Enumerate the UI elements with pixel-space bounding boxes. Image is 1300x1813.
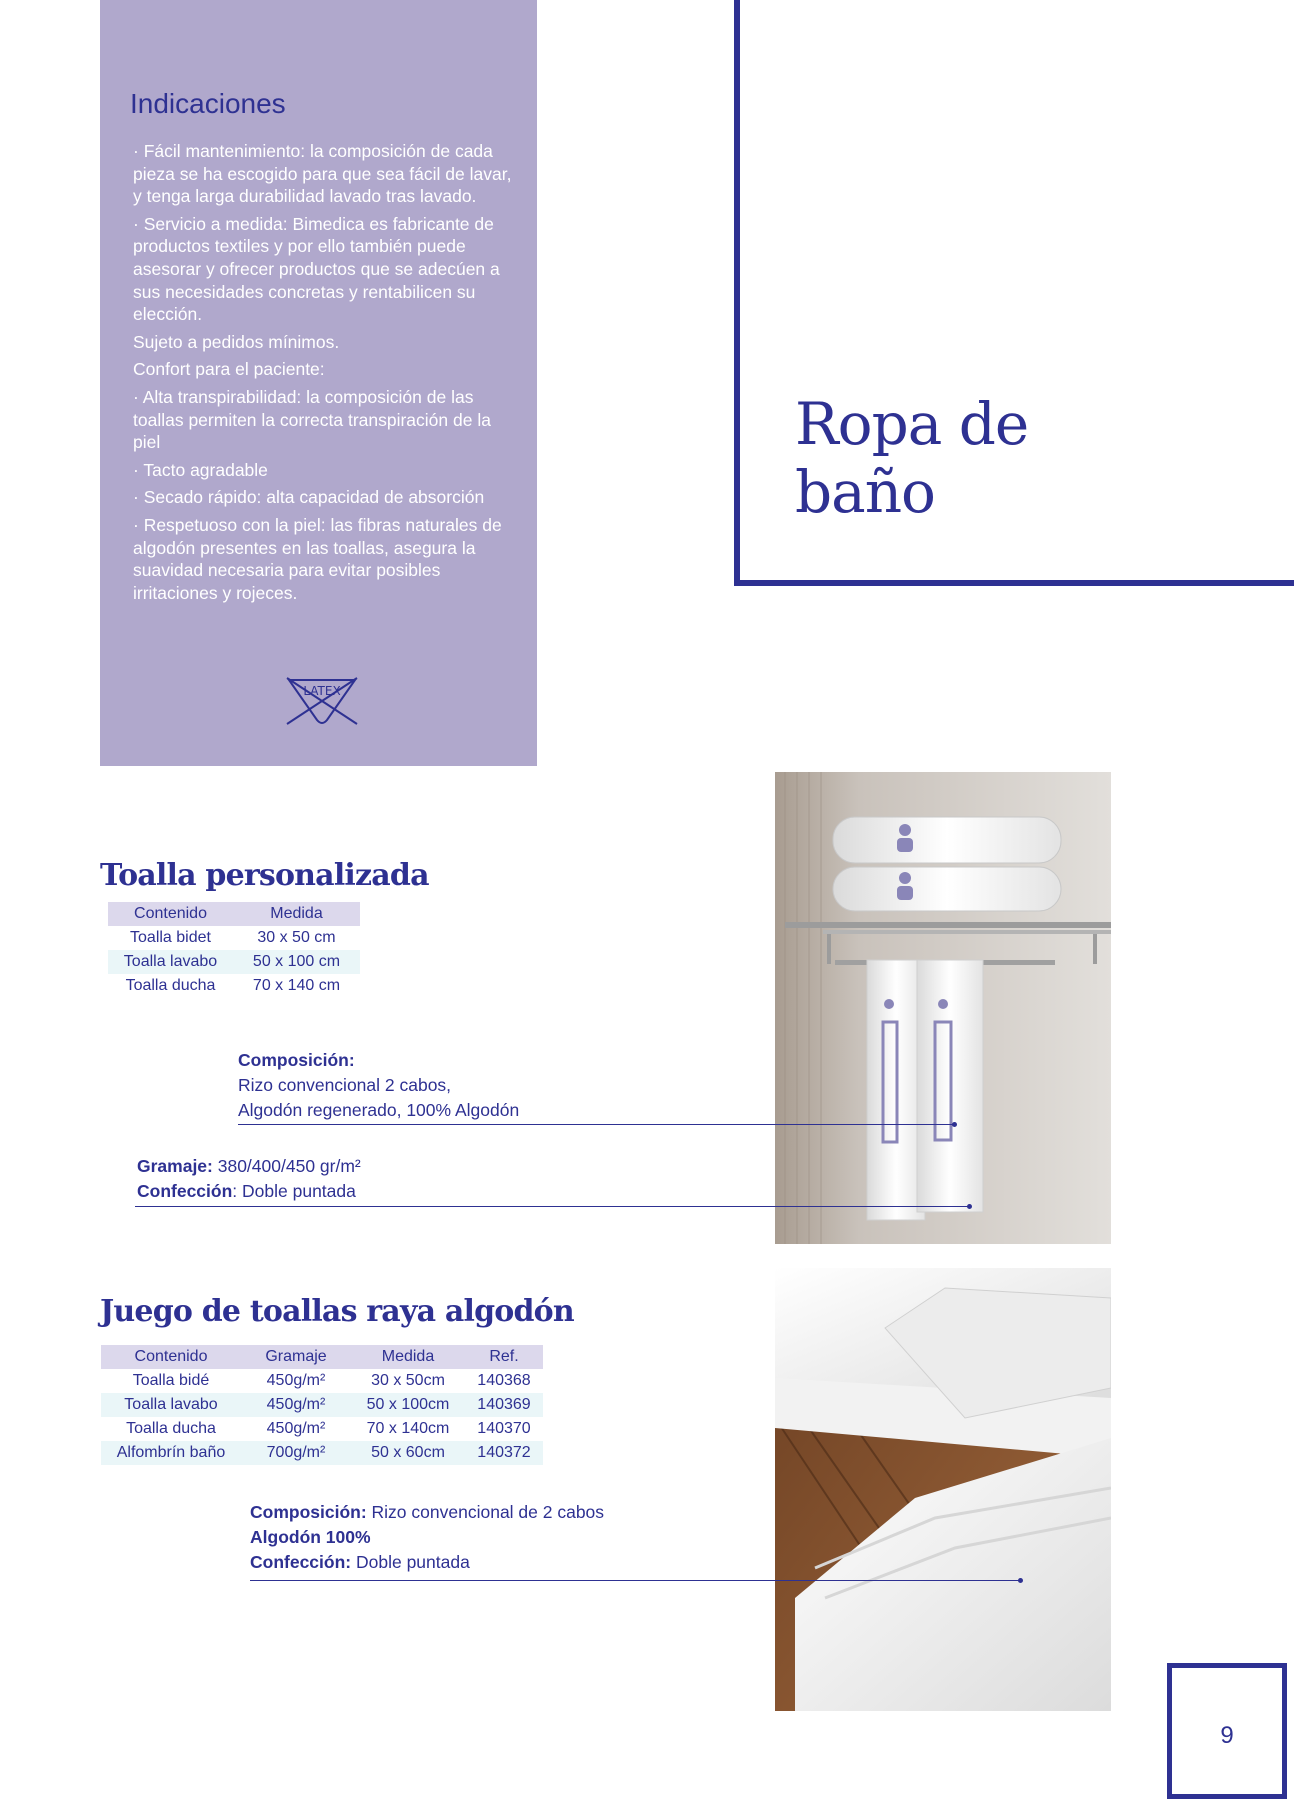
table-cell: 70 x 140 cm (252, 977, 341, 994)
table-header: Medida (351, 1345, 465, 1369)
latex-icon-label: LATEX (303, 684, 341, 698)
composicion-line1: Rizo convencional 2 cabos, (238, 1075, 452, 1095)
table-cell: 450g/m² (241, 1393, 351, 1417)
table-header: Contenido (101, 1345, 241, 1369)
table-cell: 30 x 50 cm (257, 929, 336, 946)
confeccion-value: : Doble puntada (232, 1181, 356, 1201)
confeccion-label: Confección (137, 1181, 233, 1201)
latex-free-icon (283, 674, 361, 728)
section1-gramaje (137, 1154, 361, 1204)
table-cell: 450g/m² (266, 1372, 326, 1389)
leader-line (238, 1124, 954, 1125)
algodon-label: Algodón 100% (250, 1527, 371, 1547)
table-row (101, 1393, 543, 1417)
leader-dot (952, 1122, 957, 1127)
composicion-value: Rizo convencional de 2 cabos (366, 1502, 605, 1522)
table-header: Contenido (108, 902, 233, 926)
leader-dot (1018, 1578, 1023, 1583)
page-title (795, 390, 1095, 526)
table-header: Gramaje (241, 1345, 351, 1369)
leader-line (250, 1580, 1020, 1581)
table-row (108, 974, 360, 998)
composicion-label: Composición: (250, 1502, 367, 1522)
list-item: Confort para el paciente: (133, 359, 325, 380)
table-row (101, 1369, 543, 1393)
table-cell: 50 x 60cm (351, 1441, 465, 1465)
section1-title: Toalla personalizada (100, 858, 429, 893)
list-item: · Fácil mantenimiento: la composición de cada pieza se ha escogido para que sea fácil de lavar, y tenga larga durabilidad lavado tras lavado. (133, 141, 512, 207)
table-row (108, 950, 360, 974)
list-item: · Tacto agradable (133, 459, 268, 480)
composicion-label: Composición: (238, 1050, 355, 1070)
section2-composicion (250, 1500, 604, 1575)
table-row (108, 926, 360, 950)
table-cell: 140368 (477, 1372, 531, 1389)
table-cell: Alfombrín baño (101, 1441, 241, 1465)
gramaje-label: Gramaje: (137, 1156, 213, 1176)
towel-set-photo (775, 1268, 1111, 1711)
towel-rack-photo (775, 772, 1111, 1244)
table-cell: Toalla bidé (132, 1372, 210, 1389)
section2-table (101, 1345, 543, 1465)
table-cell: 50 x 100cm (351, 1393, 465, 1417)
leader-line (135, 1206, 969, 1207)
indicaciones-title: Indicaciones (130, 88, 286, 119)
list-item: · Alta transpirabilidad: la composición de las toallas permiten la correcta transpiración de la piel (133, 386, 491, 453)
table-cell: Toalla bidet (130, 929, 211, 946)
table-header: Medida (233, 902, 360, 926)
table-header: Ref. (465, 1345, 543, 1369)
table-cell: 140369 (465, 1393, 543, 1417)
indicaciones-list (133, 140, 513, 609)
table-cell: 50 x 100 cm (233, 950, 360, 974)
list-item: · Respetuoso con la piel: las fibras naturales de algodón presentes en las toallas, asegura la suavidad necesaria para evitar posibles irritaciones y rojeces. (133, 514, 502, 603)
list-item: · Servicio a medida: Bimedica es fabricante de productos textiles y por ello también puede asesorar y ofrecer productos que se adecúen a sus necesidades concretas y rentabilicen su elección. (133, 213, 500, 325)
composicion-line2: Algodón regenerado, 100% Algodón (238, 1100, 520, 1120)
confeccion-value: Doble puntada (351, 1552, 470, 1572)
section1-table (108, 902, 360, 998)
page-number-box (1167, 1663, 1287, 1799)
table-cell: Toalla lavabo (108, 950, 233, 974)
list-item: Sujeto a pedidos mínimos. (133, 331, 340, 352)
table-cell: Toalla lavabo (101, 1393, 241, 1417)
gramaje-value: 380/400/450 gr/m² (212, 1156, 361, 1176)
table-cell: 140372 (465, 1441, 543, 1465)
section1-composicion (238, 1048, 519, 1123)
indicaciones-panel (100, 0, 537, 766)
table-row (101, 1417, 543, 1441)
page-title-line2: baño (795, 458, 935, 526)
confeccion-label: Confección: (250, 1552, 352, 1572)
table-cell: 700g/m² (241, 1441, 351, 1465)
table-cell: 70 x 140cm (366, 1420, 450, 1437)
table-cell: 30 x 50cm (371, 1372, 445, 1389)
page-title-line1: Ropa de (795, 390, 1029, 458)
page-number: 9 (1220, 1722, 1234, 1749)
leader-dot (967, 1204, 972, 1209)
section2-title: Juego de toallas raya algodón (100, 1294, 574, 1329)
table-cell: Toalla ducha (126, 1420, 216, 1437)
table-cell: Toalla ducha (125, 977, 216, 994)
table-cell: 140370 (477, 1420, 531, 1437)
table-row (101, 1441, 543, 1465)
table-cell: 450g/m² (266, 1420, 326, 1437)
list-item: · Secado rápido: alta capacidad de absorción (133, 487, 485, 508)
